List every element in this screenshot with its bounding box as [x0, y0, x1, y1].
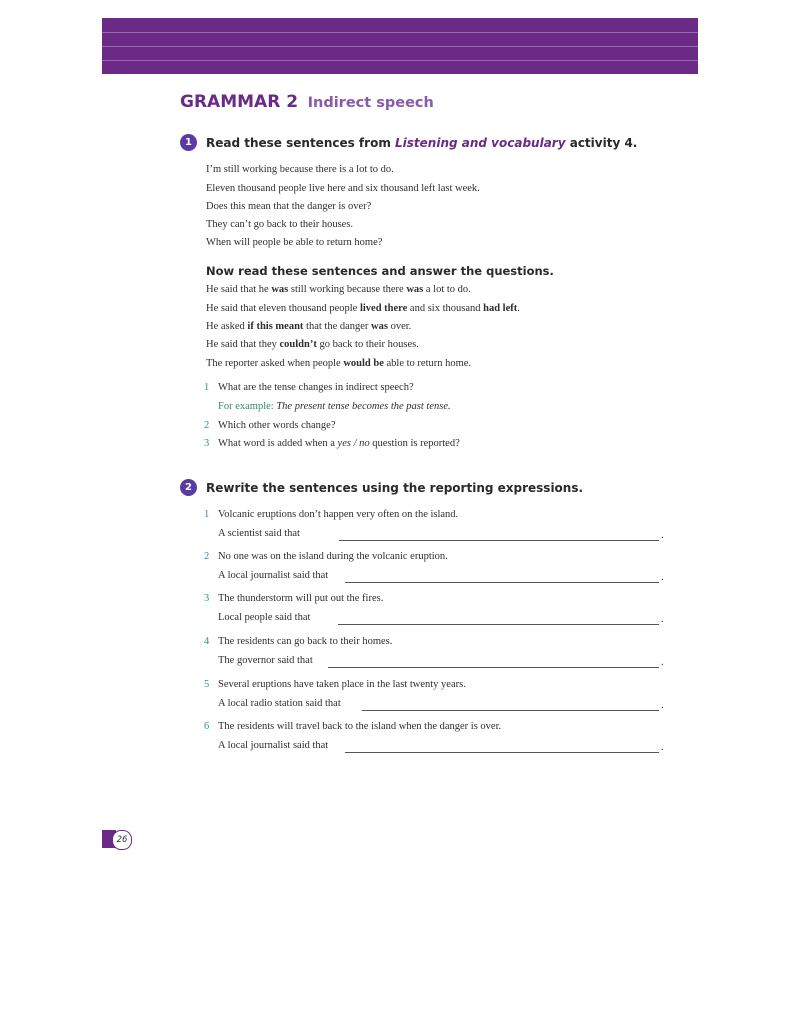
sentence-4: They can’t go back to their houses. [206, 219, 354, 230]
question-3-number: 3 [204, 438, 210, 449]
item-5-sentence: Several eruptions have taken place in the last twenty years. [218, 679, 466, 690]
answer-end-mark: . [661, 530, 664, 541]
item-2-prompt: A local journalist said that [218, 570, 329, 581]
section-subtitle: Indirect speech [307, 95, 434, 111]
answer-line-3[interactable] [338, 624, 659, 625]
answer-line-4[interactable] [328, 667, 659, 668]
answer-end-mark: . [661, 657, 664, 668]
exercise-2-badge: 2 [180, 479, 197, 496]
sentence-3: Does this mean that the danger is over? [206, 201, 372, 212]
item-6-sentence: The residents will travel back to the island when the danger is over. [218, 721, 502, 732]
item-2-sentence: No one was on the island during the volcanic eruption. [218, 551, 448, 562]
exercise-2-title: Rewrite the sentences using the reporting expressions. [206, 481, 584, 495]
answer-end-mark: . [661, 572, 664, 583]
sentence-5: When will people be able to return home? [206, 237, 383, 248]
reported-sentence: He said that he was still working because there was a lot to do. [206, 284, 471, 295]
exercise-1-subtitle: Now read these sentences and answer the questions. [206, 264, 554, 278]
reported-sentence: The reporter asked when people would be able to return home. [206, 358, 472, 369]
grammar-label: GRAMMAR 2 [180, 92, 299, 112]
item-6-prompt: A local journalist said that [218, 740, 329, 751]
item-4-prompt: The governor said that [218, 655, 313, 666]
question-1-text: What are the tense changes in indirect speech? [218, 382, 414, 393]
exercise-1-title-text: Read these sentences from [206, 136, 391, 150]
item-4-sentence: The residents can go back to their homes. [218, 636, 393, 647]
item-2-number: 2 [204, 551, 210, 562]
question-2-number: 2 [204, 420, 210, 431]
answer-line-6[interactable] [345, 752, 659, 753]
item-3-number: 3 [204, 593, 210, 604]
answer-line-5[interactable] [362, 710, 659, 711]
exercise-1-title-end: activity 4. [569, 136, 638, 150]
reported-sentence: He said that eleven thousand people lived there and six thousand had left. [206, 303, 520, 314]
sentence-2: Eleven thousand people live here and six thousand left last week. [206, 183, 480, 194]
item-5-prompt: A local radio station said that [218, 698, 341, 709]
example-label: For example: [218, 401, 274, 412]
example-line [218, 401, 451, 412]
exercise-1-badge: 1 [180, 134, 197, 151]
example-text: The present tense becomes the past tense. [276, 401, 451, 412]
item-1-number: 1 [204, 509, 210, 520]
exercise-1-title-link: Listening and vocabulary [395, 136, 566, 150]
answer-end-mark: . [661, 742, 664, 753]
sentence-1: I’m still working because there is a lot to do. [206, 164, 394, 175]
header-banner [102, 18, 698, 74]
reported-sentence: He asked if this meant that the danger was over. [206, 321, 412, 332]
reported-sentence: He said that they couldn’t go back to their houses. [206, 339, 419, 350]
answer-end-mark: . [661, 614, 664, 625]
page-number: 26 [112, 830, 132, 850]
item-3-sentence: The thunderstorm will put out the fires. [218, 593, 384, 604]
item-4-number: 4 [204, 636, 210, 647]
question-1-number: 1 [204, 382, 210, 393]
answer-line-2[interactable] [345, 582, 659, 583]
item-6-number: 6 [204, 721, 210, 732]
question-3-text: What word is added when a yes / no question is reported? [218, 438, 460, 449]
exercise-1-title [206, 136, 637, 150]
item-1-prompt: A scientist said that [218, 528, 300, 539]
item-5-number: 5 [204, 679, 210, 690]
answer-end-mark: . [661, 700, 664, 711]
item-1-sentence: Volcanic eruptions don’t happen very often on the island. [218, 509, 459, 520]
item-3-prompt: Local people said that [218, 612, 311, 623]
answer-line-1[interactable] [339, 540, 659, 541]
section-heading [180, 92, 434, 112]
question-2-text: Which other words change? [218, 420, 336, 431]
